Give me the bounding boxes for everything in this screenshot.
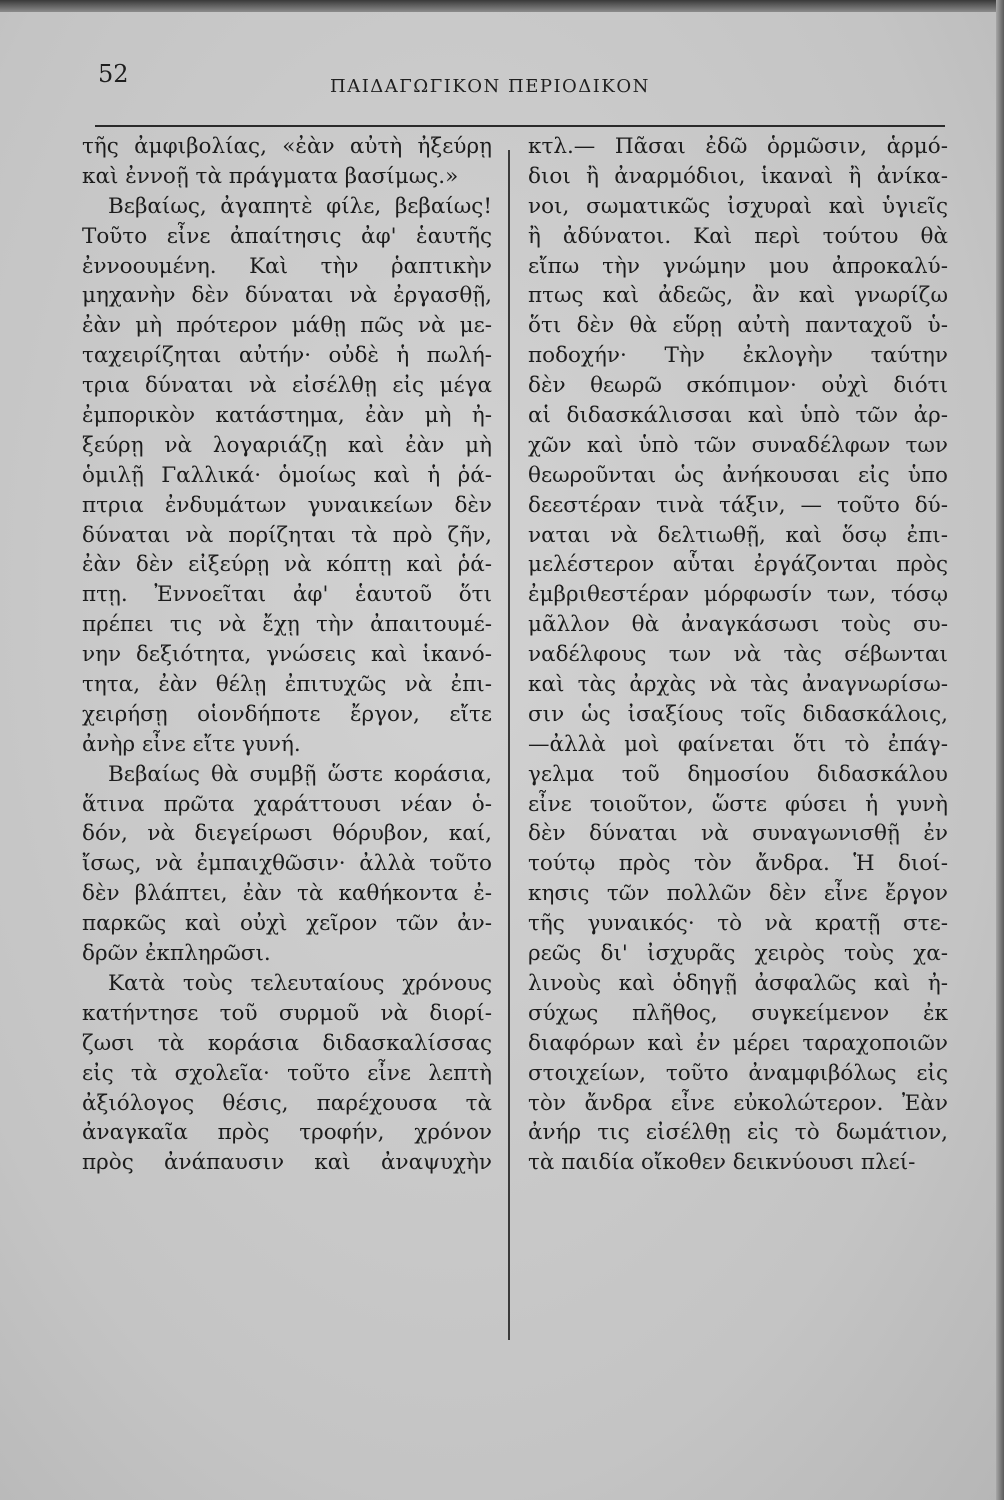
- text-line: εἰς τὰ σχολεῖα· τοῦτο εἶνε λεπτὴ: [82, 1060, 492, 1086]
- left-text-column: [82, 132, 492, 1178]
- text-line: εἴπω τὴν γνώμην μου ἀπροκαλύ-: [528, 253, 948, 279]
- text-line: ἀνήρ τις εἰσέλθῃ εἰς τὸ δωμάτιον,: [528, 1120, 948, 1146]
- text-line: κατήντησε τοῦ συρμοῦ νὰ διορί-: [82, 1000, 492, 1026]
- text-line: μηχανὴν δὲν δύναται νὰ ἐργασθῇ,: [82, 283, 492, 309]
- text-line: πρὸς ἀνάπαυσιν καὶ ἀναψυχὴν: [82, 1150, 492, 1176]
- text-line: τῆς γυναικός· τὸ νὰ κρατῇ στε-: [528, 911, 948, 937]
- text-line: κησις τῶν πολλῶν δὲν εἶνε ἔργον: [528, 881, 948, 907]
- header-rule: [95, 125, 945, 127]
- text-line: στοιχείων, τοῦτο ἀναμφιβόλως εἰς: [528, 1060, 948, 1086]
- text-line: ἢ ἀδύνατοι. Καὶ περὶ τούτου θὰ: [528, 223, 948, 249]
- column-divider: [508, 150, 510, 1340]
- text-line: εἶνε τοιοῦτον, ὥστε φύσει ἡ γυνὴ: [528, 791, 948, 817]
- text-line: ἐμπορικὸν κατάστημα, ἐὰν μὴ ἠ-: [82, 403, 492, 429]
- text-line: δύναται νὰ πορίζηται τὰ πρὸ ζῆν,: [82, 522, 492, 548]
- text-line: σύχως πλῆθος, συγκείμενον ἐκ: [528, 1000, 948, 1026]
- text-line: παρκῶς καὶ οὐχὶ χεῖρον τῶν ἀν-: [82, 911, 492, 937]
- text-line: πτρια ἐνδυμάτων γυναικείων δὲν: [82, 492, 492, 518]
- text-line: ναδέλφους των νὰ τὰς σέβωνται: [528, 642, 948, 668]
- text-line: Τοῦτο εἶνε ἀπαίτησις ἀφ' ἑαυτῆς: [82, 223, 492, 249]
- text-line: ἐὰν μὴ πρότερον μάθῃ πῶς νὰ με-: [82, 313, 492, 339]
- text-line: ταχειρίζηται αὐτήν· οὐδὲ ἡ πωλή-: [82, 343, 492, 369]
- text-line: ἐννοουμένη. Καὶ τὴν ῥαπτικὴν: [82, 253, 492, 279]
- text-line: διαφόρων καὶ ἐν μέρει ταραχοποιῶν: [528, 1030, 948, 1056]
- running-title: ΠΑΙΔΑΓΩΓΙΚΟΝ ΠΕΡΙΟΔΙΚΟΝ: [330, 76, 650, 97]
- page-right-edge: [996, 0, 1004, 1500]
- text-line: ποδοχήν· Τὴν ἐκλογὴν ταύτην: [528, 343, 948, 369]
- text-line: ἅτινα πρῶτα χαράττουσι νέαν ὁ-: [82, 791, 492, 817]
- page-top-edge: [0, 0, 1004, 12]
- text-line: αἱ διδασκάλισσαι καὶ ὑπὸ τῶν ἀρ-: [528, 403, 948, 429]
- text-line: μᾶλλον θὰ ἀναγκάσωσι τοὺς συ-: [528, 612, 948, 638]
- text-line: δὲν βλάπτει, ἐὰν τὰ καθήκοντα ἐ-: [82, 881, 492, 907]
- text-line: ξεύρῃ νὰ λογαριάζῃ καὶ ἐὰν μὴ: [82, 432, 492, 458]
- text-line: σιν ὡς ἰσαξίους τοῖς διδασκάλοις,: [528, 701, 948, 727]
- text-line: νην δεξιότητα, γνώσεις καὶ ἱκανό-: [82, 642, 492, 668]
- text-line: τὸν ἄνδρα εἶνε εὐκολώτερον. Ἐὰν: [528, 1090, 948, 1116]
- text-line: δεεστέραν τινὰ τάξιν, — τοῦτο δύ-: [528, 492, 948, 518]
- text-line: διοι ἢ ἀναρμόδιοι, ἱκαναὶ ἢ ἀνίκα-: [528, 163, 948, 189]
- text-line: ἐμβριθεστέραν μόρφωσίν των, τόσῳ: [528, 582, 948, 608]
- text-line: τῆς ἀμφιβολίας, «ἐὰν αὐτὴ ἠξεύρῃ: [82, 134, 492, 159]
- text-line: ναται νὰ δελτιωθῇ, καὶ ὅσῳ ἐπι-: [528, 522, 948, 548]
- text-line: γελμα τοῦ δημοσίου διδασκάλου: [528, 761, 948, 787]
- text-line: ζωσι τὰ κοράσια διδασκαλίσσας: [82, 1030, 492, 1056]
- text-line: τητα, ἐὰν θέλῃ ἐπιτυχῶς νὰ ἐπι-: [82, 672, 492, 698]
- text-line: χῶν καὶ ὑπὸ τῶν συναδέλφων των: [528, 432, 948, 458]
- text-line: Κατὰ τοὺς τελευταίους χρόνους: [108, 970, 492, 996]
- text-line: ἀναγκαῖα πρὸς τροφήν, χρόνον: [82, 1120, 492, 1146]
- text-line: καὶ ἐννοῇ τὰ πράγματα βασίμως.»: [82, 163, 459, 189]
- text-line: πτῃ. Ἐννοεῖται ἀφ' ἑαυτοῦ ὅτι: [82, 582, 492, 608]
- text-line: Βεβαίως, ἀγαπητὲ φίλε, βεβαίως!: [108, 193, 492, 219]
- text-line: πρέπει τις νὰ ἔχῃ τὴν ἀπαιτουμέ-: [82, 612, 492, 638]
- text-line: πτως καὶ ἀδεῶς, ἂν καὶ γνωρίζω: [528, 283, 948, 309]
- right-text-column: [528, 132, 948, 1178]
- text-line: Βεβαίως θὰ συμβῇ ὥστε κοράσια,: [108, 761, 492, 787]
- text-line: κτλ.— Πᾶσαι ἐδῶ ὁρμῶσιν, ἁρμό-: [528, 134, 948, 159]
- text-line: —ἀλλὰ μοὶ φαίνεται ὅτι τὸ ἐπάγ-: [528, 731, 948, 757]
- text-line: δόν, νὰ διεγείρωσι θόρυβον, καί,: [82, 821, 492, 847]
- page-number: 52: [98, 60, 129, 88]
- text-line: δὲν δύναται νὰ συναγωνισθῇ ἐν: [528, 821, 948, 847]
- text-line: ἴσως, νὰ ἐμπαιχθῶσιν· ἀλλὰ τοῦτο: [82, 851, 492, 877]
- text-line: τούτῳ πρὸς τὸν ἄνδρα. Ἡ διοί-: [528, 851, 948, 877]
- text-line: νοι, σωματικῶς ἰσχυραὶ καὶ ὑγιεῖς: [528, 193, 948, 219]
- text-line: χειρήσῃ οἱονδήποτε ἔργον, εἴτε: [82, 701, 492, 727]
- text-line: τρια δύναται νὰ εἰσέλθῃ εἰς μέγα: [82, 373, 492, 399]
- text-line: θεωροῦνται ὡς ἀνήκουσαι εἰς ὑπο: [528, 462, 948, 488]
- text-line: ρεῶς δι' ἰσχυρᾶς χειρὸς τοὺς χα-: [528, 941, 948, 967]
- text-line: λινοὺς καὶ ὁδηγῇ ἀσφαλῶς καὶ ἠ-: [528, 970, 948, 996]
- text-line: καὶ τὰς ἀρχὰς νὰ τὰς ἀναγνωρίσω-: [528, 672, 948, 698]
- text-line: τὰ παιδία οἴκοθεν δεικνύουσι πλεί-: [528, 1150, 916, 1176]
- text-line: δὲν θεωρῶ σκόπιμον· οὐχὶ διότι: [528, 373, 948, 399]
- text-line: ἀξιόλογος θέσις, παρέχουσα τὰ: [82, 1090, 492, 1116]
- text-line: δρῶν ἐκπληρῶσι.: [82, 941, 271, 967]
- text-line: ἐὰν δὲν εἰξεύρῃ νὰ κόπτῃ καὶ ῥά-: [82, 552, 492, 578]
- text-line: ἀνὴρ εἶνε εἴτε γυνή.: [82, 731, 301, 757]
- text-line: μελέστερον αὗται ἐργάζονται πρὸς: [528, 552, 948, 578]
- text-line: ὁμιλῇ Γαλλικά· ὁμοίως καὶ ἡ ῥά-: [82, 462, 492, 488]
- text-line: ὅτι δὲν θὰ εὕρῃ αὐτὴ πανταχοῦ ὑ-: [528, 313, 948, 339]
